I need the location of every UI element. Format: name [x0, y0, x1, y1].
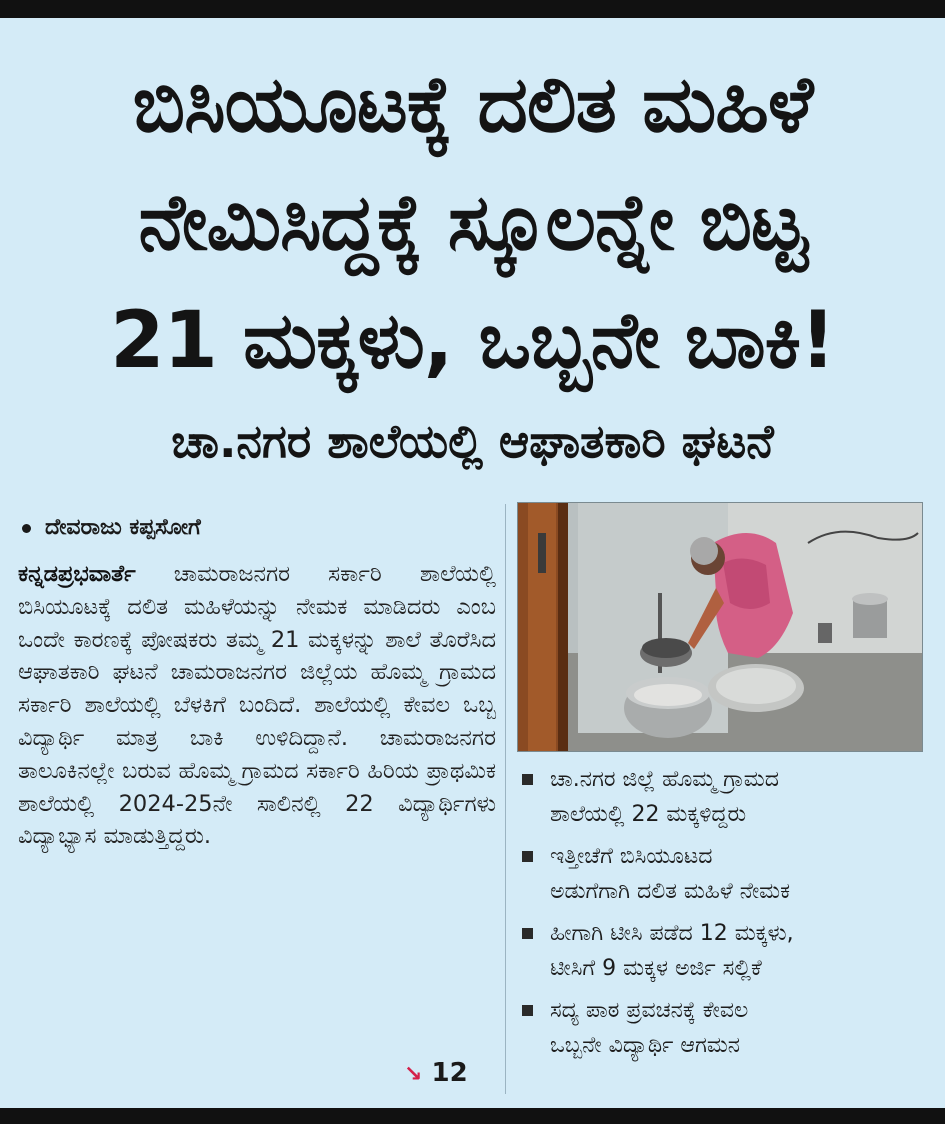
highlight-line: ಹೀಗಾಗಿ ಟೀಸಿ ಪಡೆದ 12 ಮಕ್ಕಳು,: [550, 921, 794, 946]
list-item: [520, 916, 920, 986]
highlight-line: ಒಬ್ಬನೇ ವಿದ್ಯಾರ್ಥಿ ಆಗಮನ: [550, 1033, 741, 1058]
article-last-line: ವಿದ್ಯಾಭ್ಯಾಸ ಮಾಡುತ್ತಿದ್ದರು.: [18, 823, 212, 850]
article-dateline: ಕನ್ನಡಪ್ರಭವಾರ್ತೆ: [18, 561, 136, 587]
article-body: [18, 558, 496, 853]
column-divider: [505, 504, 506, 1094]
headline-line-3: 21 ಮಕ್ಕಳು, ಒಬ್ಬನೇ ಬಾಕಿ!: [110, 296, 835, 386]
article-text: ಚಾಮರಾಜನಗರ ಸರ್ಕಾರಿ ಶಾಲೆಯಲ್ಲಿ ಬಿಸಿಯೂಟಕ್ಕೆ ದಲಿತ ಮಹಿಳೆಯನ್ನು ನೇಮಕ ಮಾಡಿದರು ಎಂಬ ಒಂದೇ ಕಾರಣಕ್ಕೆ ಪೋಷಕರು ತಮ್ಮ 21 ಮಕ್ಕಳನ್ನು ಶಾಲೆ ತೊರೆಸಿದ ಆಘಾತಕಾರಿ ಘಟನೆ ಚಾಮರಾಜನಗರ ಜಿಲ್ಲೆಯ ಹೊಮ್ಮ ಗ್ರಾಮದ ಸರ್ಕಾರಿ ಶಾಲೆಯಲ್ಲಿ ಬೆಳಕಿಗೆ ಬಂದಿದೆ. ಶಾಲೆಯಲ್ಲಿ ಕೇವಲ ಒಬ್ಬ ವಿದ್ಯಾರ್ಥಿ ಮಾತ್ರ ಬಾಕಿ ಉಳಿದಿದ್ದಾನೆ. ಚಾಮರಾಜನಗರ ತಾಲೂಕಿನಲ್ಲೇ ಬರುವ ಹೊಮ್ಮ ಗ್ರಾಮದ ಸರ್ಕಾರಿ ಹಿರಿಯ ಪ್ರಾಥಮಿಕ ಶಾಲೆಯಲ್ಲಿ 2024-25ನೇ ಸಾಲಿನಲ್ಲಿ 22 ವಿದ್ಯಾರ್ಥಿಗಳು: [18, 561, 496, 817]
highlights-list: [520, 762, 920, 1070]
highlight-line: ಚಾ.ನಗರ ಜಿಲ್ಲೆ ಹೊಮ್ಮ ಗ್ರಾಮದ: [550, 767, 779, 792]
square-bullet-icon: [522, 851, 533, 862]
headline: [0, 46, 945, 400]
subheadline: ಚಾ.ನಗರ ಶಾಲೆಯಲ್ಲಿ ಆಘಾತಕಾರಿ ಘಟನೆ: [171, 414, 774, 468]
list-item: [520, 839, 920, 909]
bullet-dot-icon: [22, 524, 31, 533]
list-item: [520, 993, 920, 1063]
arrow-down-right-icon: ↘: [404, 1062, 423, 1087]
continued-on-page: [404, 1058, 468, 1088]
square-bullet-icon: [522, 928, 533, 939]
highlight-line: ಇತ್ತೀಚೆಗೆ ಬಿಸಿಯೂಟದ: [550, 844, 713, 869]
square-bullet-icon: [522, 774, 533, 785]
woman-cooking-illustration: [518, 503, 922, 751]
bottom-border: [0, 1108, 945, 1124]
headline-line-2: ನೇಮಿಸಿದ್ದಕ್ಕೆ ಸ್ಕೂಲನ್ನೇ ಬಿಟ್ಟ: [138, 178, 807, 268]
newspaper-clipping: [0, 18, 945, 1108]
byline: [22, 515, 201, 540]
byline-author: ದೇವರಾಜು ಕಪ್ಪಸೋಗೆ: [45, 515, 201, 540]
list-item: [520, 762, 920, 832]
highlight-line: ಸದ್ಯ ಪಾಠ ಪ್ರವಚನಕ್ಕೆ ಕೇವಲ: [550, 998, 749, 1023]
headline-line-1: ಬಿಸಿಯೂಟಕ್ಕೆ ದಲಿತ ಮಹಿಳೆ: [132, 60, 813, 150]
highlight-line: ಶಾಲೆಯಲ್ಲಿ 22 ಮಕ್ಕಳಿದ್ದರು: [550, 802, 747, 827]
square-bullet-icon: [522, 1005, 533, 1016]
continued-page-number: 12: [431, 1058, 468, 1088]
highlight-line: ಅಡುಗೆಗಾಗಿ ದಲಿತ ಮಹಿಳೆ ನೇಮಕ: [550, 879, 790, 904]
kitchen-photo: [517, 502, 923, 752]
highlight-line: ಟೀಸಿಗೆ 9 ಮಕ್ಕಳ ಅರ್ಜಿ ಸಲ್ಲಿಕೆ: [550, 956, 762, 981]
